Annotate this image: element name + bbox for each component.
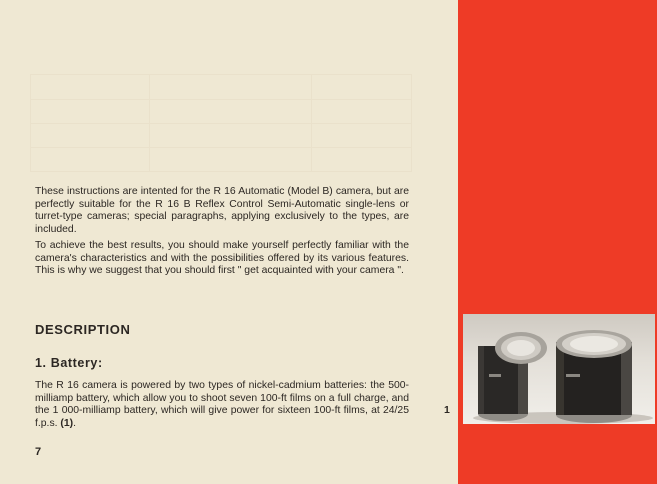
battery-text-end: . bbox=[73, 417, 77, 429]
battery-heading: 1. Battery: bbox=[35, 356, 103, 370]
faint-col-line bbox=[311, 75, 312, 171]
battery-paragraph bbox=[35, 380, 409, 430]
section-title: DESCRIPTION bbox=[35, 322, 131, 337]
small-battery-label bbox=[489, 374, 501, 377]
small-battery-icon bbox=[478, 332, 547, 421]
battery-photo bbox=[463, 314, 655, 424]
intro-paragraph-2: To achieve the best results, you should make yourself perfectly familiar with the camera's characteristics and with the possibilities offered by its various features. This is why we suggest that you should first " get acquainted with your camera ". bbox=[35, 240, 409, 277]
large-battery-icon bbox=[556, 330, 632, 423]
faint-row-line bbox=[31, 99, 411, 100]
faint-row-line bbox=[31, 123, 411, 124]
intro-paragraph-1: These instructions are intented for the R 16 Automatic (Model B) camera, but are perfectly suitable for the R 16 B Reflex Control Semi-Automatic single-lens or turret-type cameras; special paragraphs, applying exclusively to the types, are included. bbox=[35, 186, 409, 235]
battery-photo-illustration bbox=[463, 314, 655, 424]
figure-number: 1 bbox=[444, 404, 450, 416]
bleed-through-table bbox=[30, 74, 412, 172]
faint-col-line bbox=[149, 75, 150, 171]
page-number: 7 bbox=[35, 446, 42, 458]
faint-row-line bbox=[31, 147, 411, 148]
battery-text: The R 16 camera is powered by two types of nickel-cadmium batteries: the 500-milliamp battery, which allow you to shoot seven 100-ft films on a full charge, and the 1 000-milliamp battery, which will give power for sixteen 100-ft films, at 24/25 f.p.s. bbox=[35, 380, 409, 429]
figure-reference: (1) bbox=[60, 417, 74, 429]
